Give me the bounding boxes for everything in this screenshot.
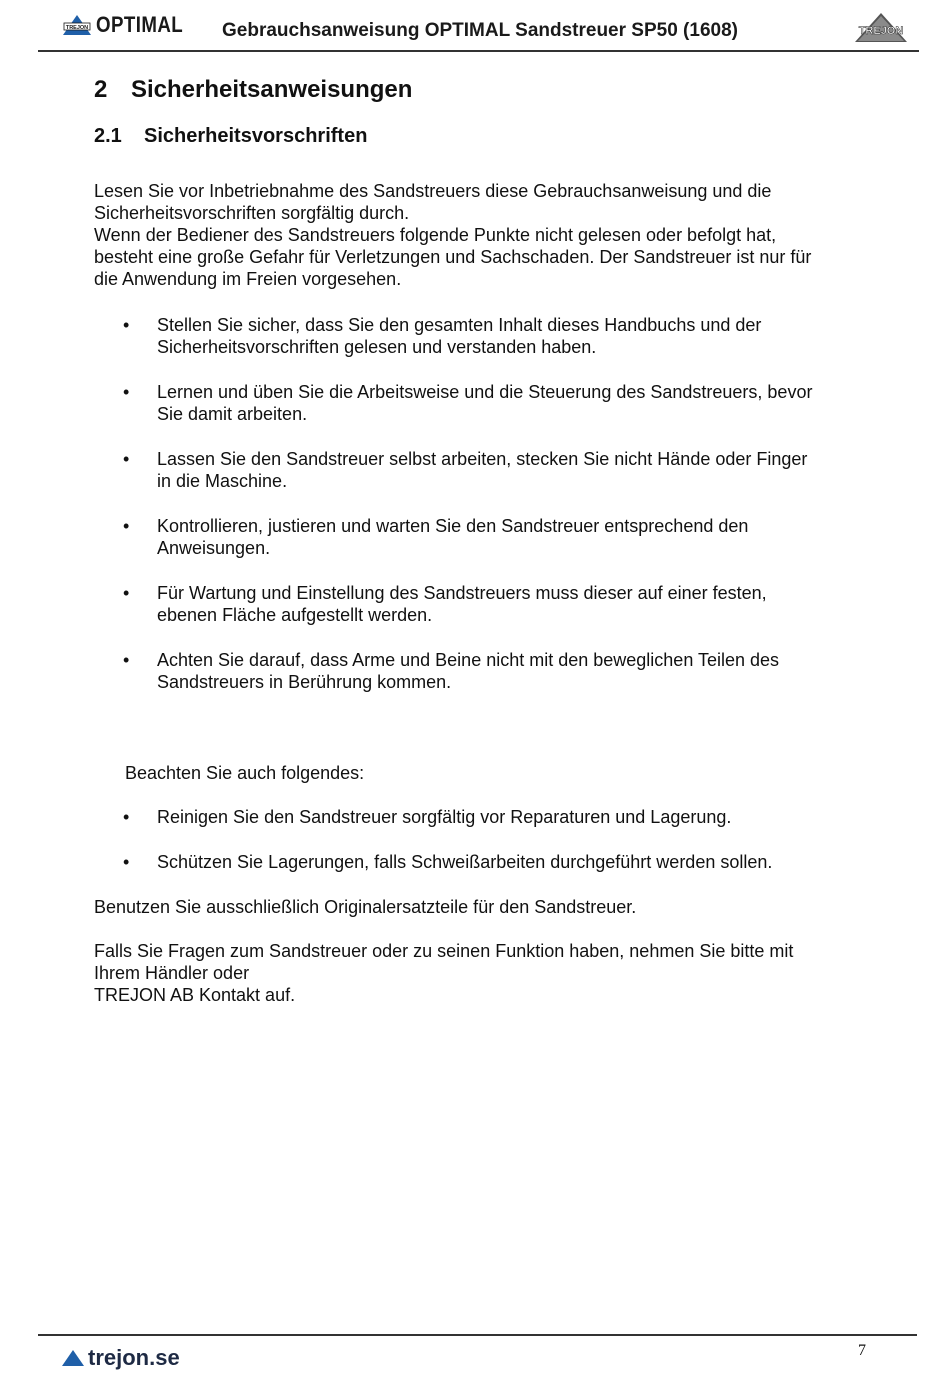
list-item: • Lassen Sie den Sandstreuer selbst arbeiten, stecken Sie nicht Hände oder Finger in die Maschine.	[123, 449, 808, 491]
header-divider	[38, 50, 919, 52]
additional-notes-list	[94, 806, 884, 896]
list-item: • Reinigen Sie den Sandstreuer sorgfältig vor Reparaturen und Lagerung.	[123, 807, 732, 827]
bullet-icon: •	[123, 516, 130, 536]
contact-line: TREJON AB Kontakt auf.	[94, 985, 296, 1005]
footer-website: trejon.se	[88, 1345, 180, 1370]
optimal-wordmark: OPTIMAL	[96, 12, 184, 37]
intro-line: Sicherheitsvorschriften sorgfältig durch.	[94, 203, 410, 223]
trejon-badge-icon	[62, 14, 92, 36]
note-heading: Beachten Sie auch folgendes:	[125, 763, 365, 783]
intro-line: besteht eine große Gefahr für Verletzungen und Sachschaden. Der Sandstreuer ist nur für	[94, 247, 812, 267]
bullet-icon: •	[123, 583, 130, 603]
list-item: • Lernen und üben Sie die Arbeitsweise und die Steuerung des Sandstreuers, bevor Sie damit arbeiten.	[123, 382, 813, 424]
document-title: Gebrauchsanweisung OPTIMAL Sandstreuer SP50 (1608)	[222, 20, 738, 41]
footer-logo	[62, 1345, 180, 1371]
bullet-icon: •	[123, 449, 130, 469]
section-number: 2	[94, 76, 108, 103]
svg-text:TREJON: TREJON	[65, 25, 89, 31]
list-item: • Kontrollieren, justieren und warten Sie den Sandstreuer entsprechend den Anweisungen.	[123, 516, 749, 558]
svg-text:TREJON: TREJON	[858, 25, 904, 37]
optimal-logo	[62, 12, 199, 38]
bullet-icon: •	[123, 807, 130, 827]
contact-line: Falls Sie Fragen zum Sandstreuer oder zu seinen Funktion haben, nehmen Sie bitte mit	[94, 941, 794, 961]
bullet-icon: •	[123, 315, 130, 335]
list-item: • Für Wartung und Einstellung des Sandstreuers muss dieser auf einer festen, ebenen Fläche aufgestellt werden.	[123, 583, 767, 625]
safety-list	[94, 314, 884, 716]
triangle-logo-icon	[62, 1350, 84, 1366]
footer-divider	[38, 1334, 917, 1336]
intro-paragraph	[94, 180, 811, 290]
bullet-icon: •	[123, 852, 130, 872]
bullet-icon: •	[123, 382, 130, 402]
list-item: • Schützen Sie Lagerungen, falls Schweißarbeiten durchgeführt werden sollen.	[123, 852, 773, 872]
intro-line: Wenn der Bediener des Sandstreuers folgende Punkte nicht gelesen oder befolgt hat,	[94, 225, 777, 245]
intro-line: die Anwendung im Freien vorgesehen.	[94, 269, 402, 289]
subsection-heading	[94, 125, 367, 148]
trejon-logo	[853, 12, 909, 44]
bullet-icon: •	[123, 650, 130, 670]
contact-paragraph	[94, 940, 793, 1006]
section-title: Sicherheitsanweisungen	[131, 76, 413, 103]
list-item: • Stellen Sie sicher, dass Sie den gesamten Inhalt dieses Handbuchs und der Sicherheitsvorschriften gelesen und verstanden haben.	[123, 315, 762, 357]
intro-line: Lesen Sie vor Inbetriebnahme des Sandstreuers diese Gebrauchsanweisung und die	[94, 181, 772, 201]
subsection-number: 2.1	[94, 125, 122, 147]
list-item: • Achten Sie darauf, dass Arme und Beine nicht mit den beweglichen Teilen des Sandstreuers in Berührung kommen.	[123, 650, 780, 692]
page-number: 7	[858, 1342, 866, 1359]
spare-parts-note: Benutzen Sie ausschließlich Originalersatzteile für den Sandstreuer.	[94, 897, 637, 917]
page-header	[0, 0, 950, 56]
subsection-title: Sicherheitsvorschriften	[144, 125, 368, 147]
contact-line: Ihrem Händler oder	[94, 963, 250, 983]
section-heading	[94, 76, 412, 104]
